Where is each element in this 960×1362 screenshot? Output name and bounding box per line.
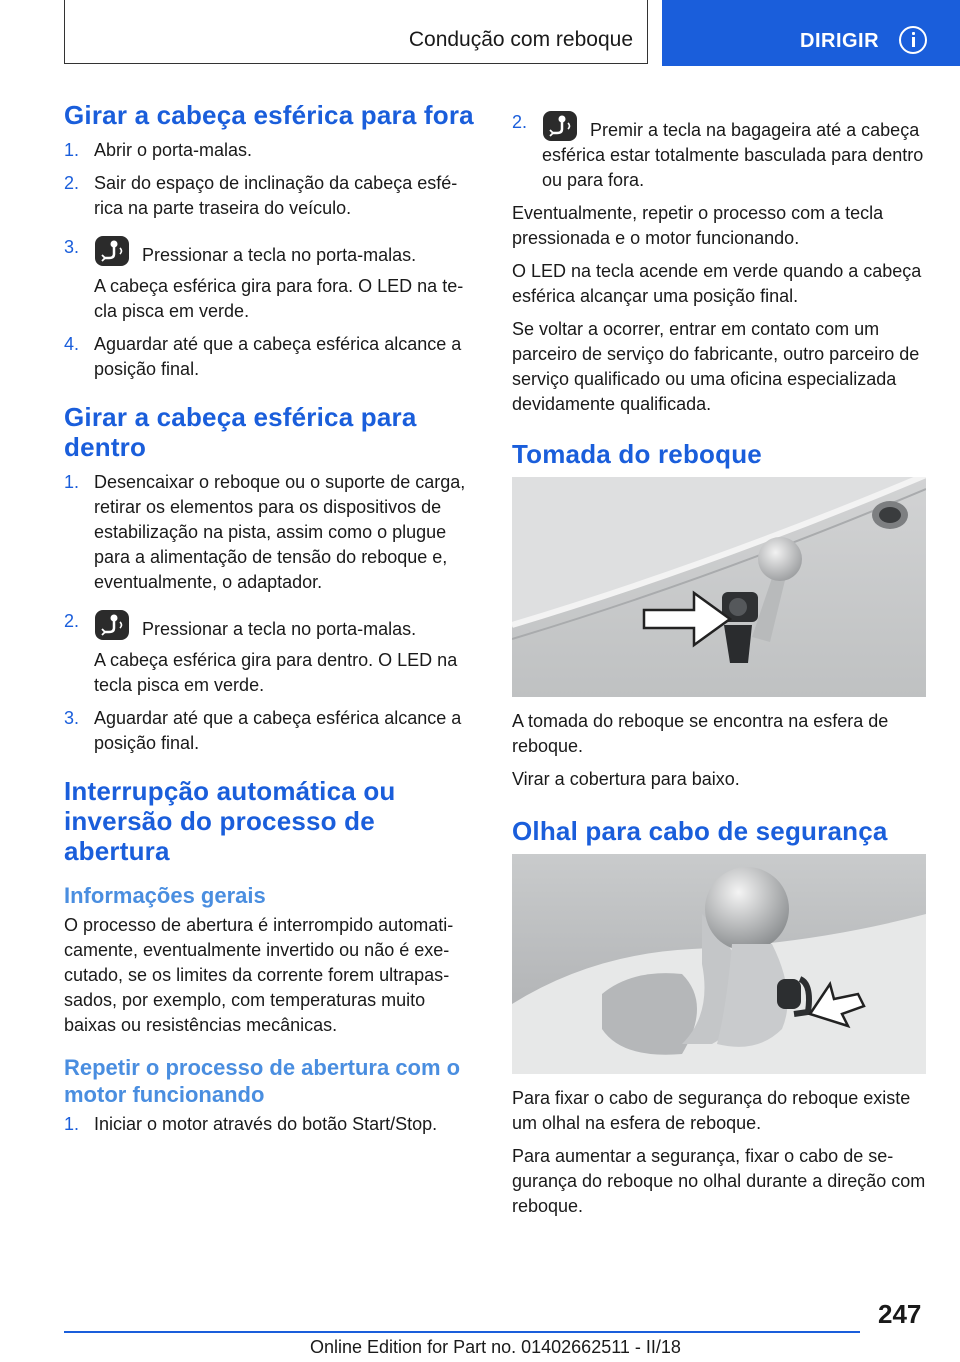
step-number: 2. <box>512 112 528 132</box>
header-section-title: Condução com reboque <box>408 28 633 51</box>
step-result: A cabeça esférica gira para fora. O LED na tecla pisca em verde. <box>94 276 464 321</box>
trailer-socket-illustration <box>512 477 926 697</box>
heading-safety-eye: Olhal para cabo de segurança <box>512 816 888 846</box>
list-item <box>64 470 478 595</box>
subheading-repeat-process: Repetir o processo de abertura com o motor funcionando <box>64 1055 461 1107</box>
list-item <box>64 609 478 698</box>
list-item <box>64 235 478 324</box>
step-number: 1. <box>64 1114 80 1134</box>
step-text: Aguardar até que a cabeça esférica alcance a posição final. <box>94 334 462 379</box>
step-number: 1. <box>64 140 80 160</box>
list-item <box>64 1112 478 1137</box>
step-number: 2. <box>64 611 80 631</box>
step-text: Iniciar o motor através do botão Start/Stop. <box>94 1114 438 1134</box>
footer-divider <box>64 1331 860 1333</box>
steps-continued <box>512 110 926 193</box>
step-text: Aguardar até que a cabeça esférica alcance a posição final. <box>94 708 462 753</box>
step-text: Premir a tecla na bagageira até a cabeça esférica estar totalmente basculada para dentro ou para fora. <box>542 120 924 190</box>
step-text: Abrir o porta-malas. <box>94 140 253 160</box>
paragraph-service: Se voltar a ocorrer, entrar em contato com um parceiro de serviço do fabricante, outro parceiro de serviço qualificado ou uma oficina especializada devidamente qualificada. <box>512 319 920 414</box>
paragraph-safety-eye: Para fixar o cabo de segurança do reboque existe um olhal na esfera de reboque. <box>512 1088 911 1133</box>
heading-trailer-socket: Tomada do reboque <box>512 439 762 469</box>
right-column <box>512 110 926 1227</box>
step-number: 3. <box>64 237 80 257</box>
header-section-box <box>64 0 648 64</box>
list-item <box>512 110 926 193</box>
header-chapter-tab[interactable] <box>662 0 960 66</box>
step-number: 3. <box>64 708 80 728</box>
tow-hitch-button-icon <box>94 235 130 267</box>
list-item <box>64 138 478 163</box>
safety-eye-illustration <box>512 854 926 1074</box>
chapter-label: DIRIGIR <box>800 30 880 52</box>
paragraph-general-info: O processo de abertura é interrompido automaticamente, eventualmente invertido ou não é executado, se os limites da corrente forem ultrapassados, por exemplo, com temperaturas muito baixas ou resistências mecânicas. <box>64 915 454 1035</box>
tow-hitch-button-icon <box>542 110 578 142</box>
trailer-socket-image <box>512 477 926 697</box>
paragraph-socket-location: A tomada do reboque se encontra na esfera de reboque. <box>512 711 889 756</box>
info-icon[interactable] <box>899 26 927 54</box>
step-text: Pressionar a tecla no porta-malas. <box>142 619 417 639</box>
step-text: Sair do espaço de inclinação da cabeça esférica na parte traseira do veículo. <box>94 173 458 218</box>
heading-turn-out: Girar a cabeça esférica para fora <box>64 100 474 130</box>
step-text: Desencaixar o reboque ou o suporte de carga, retirar os elementos para os dispositivos de estabilização na pista, assim como o plugue para a alimentação de tensão do reboque e, eventualmente, o adaptador. <box>94 472 466 592</box>
steps-turn-in <box>64 470 478 756</box>
subheading-general-info: Informações gerais <box>64 883 266 908</box>
heading-turn-in: Girar a cabeça esférica para dentro <box>64 402 417 462</box>
edition-note: Online Edition for Part no. 01402662511 - II/18 <box>310 1337 681 1357</box>
steps-repeat <box>64 1112 478 1137</box>
heading-interruption: Interrupção automática ou inversão do processo de abertura <box>64 776 396 866</box>
list-item <box>64 332 478 382</box>
safety-eye-image <box>512 854 926 1074</box>
left-column <box>64 100 478 1145</box>
step-text: Pressionar a tecla no porta-malas. <box>142 245 417 265</box>
step-number: 1. <box>64 472 80 492</box>
step-number: 4. <box>64 334 80 354</box>
tow-hitch-button-icon <box>94 609 130 641</box>
list-item <box>64 706 478 756</box>
paragraph-safety-cable: Para aumentar a segurança, fixar o cabo de segurança do reboque no olhal durante a direção com reboque. <box>512 1146 926 1216</box>
step-number: 2. <box>64 173 80 193</box>
paragraph-cover: Virar a cobertura para baixo. <box>512 769 740 789</box>
list-item <box>64 171 478 221</box>
paragraph-led: O LED na tecla acende em verde quando a cabeça esférica alcançar uma posição final. <box>512 261 922 306</box>
page-number: 247 <box>878 1299 922 1329</box>
paragraph-repeat: Eventualmente, repetir o processo com a tecla pressionada e o motor funcionando. <box>512 203 884 248</box>
steps-turn-out <box>64 138 478 382</box>
step-result: A cabeça esférica gira para dentro. O LED na tecla pisca em verde. <box>94 650 458 695</box>
